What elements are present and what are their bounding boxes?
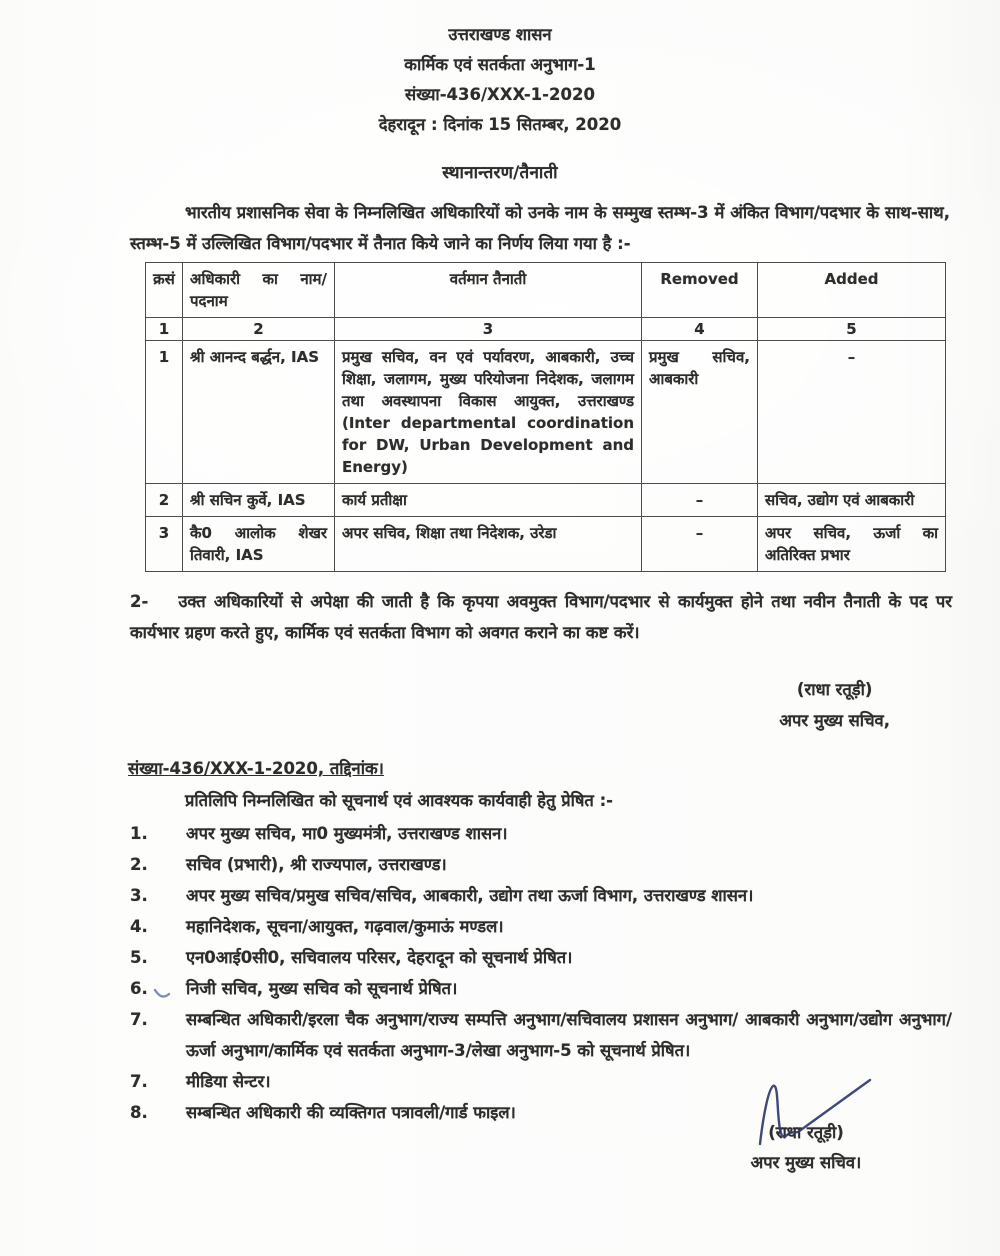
- table-row: [146, 484, 946, 517]
- signatory-name: (राधा रतूड़ी): [796, 680, 873, 699]
- item-number: 7.: [130, 1072, 148, 1091]
- order-number: संख्या-436/XXX-1-2020: [405, 85, 595, 104]
- cell-removed: –: [642, 484, 758, 517]
- item-text: सचिव (प्रभारी), श्री राज्यपाल, उत्तराखण्ड।: [186, 855, 447, 874]
- item-number: 6.: [130, 979, 148, 998]
- item-text: निजी सचिव, मुख्य सचिव को सूचनार्थ प्रेषित।: [186, 979, 458, 998]
- cell-removed: प्रमुख सचिव, आबकारी: [642, 341, 758, 484]
- cell-serial: 2: [146, 484, 183, 517]
- item-text: महानिदेशक, सूचना/आयुक्त, गढ़वाल/कुमाऊं मण्डल।: [186, 917, 504, 936]
- header-removed: Removed: [642, 263, 758, 318]
- cell-officer-name: श्री सचिन कुर्वे, IAS: [183, 484, 335, 517]
- place-date-line: देहरादून : दिनांक 15 सितम्बर, 2020: [378, 115, 622, 134]
- transfer-table: [145, 262, 946, 572]
- signatory-title: अपर मुख्य सचिव,: [779, 711, 890, 730]
- column-number-row: [146, 318, 946, 341]
- item-number: 3.: [130, 886, 148, 905]
- cell-serial: 3: [146, 517, 183, 572]
- cell-officer-name: कै0 आलोक शेखर तिवारी, IAS: [183, 517, 335, 572]
- signatory-name: (राधा रतूड़ी): [768, 1123, 844, 1142]
- item-text: सम्बन्धित अधिकारी की व्यक्तिगत पत्रावली/गार्ड फाइल।: [186, 1103, 516, 1122]
- government-name: उत्तराखण्ड शासन: [448, 25, 552, 44]
- table-header-row: [146, 263, 946, 318]
- header-current-posting: वर्तमान तैनाती: [335, 263, 642, 318]
- endorsement-number-line: संख्या-436/XXX-1-2020, तद्दिनांक।: [128, 759, 384, 778]
- item-number: 4.: [130, 917, 148, 936]
- item-text: एन0आई0सी0, सचिवालय परिसर, देहरादून को सूचनार्थ प्रेषित।: [186, 948, 573, 967]
- cell-serial: 1: [146, 341, 183, 484]
- cell-added: अपर सचिव, ऊर्जा का अतिरिक्त प्रभार: [758, 517, 946, 572]
- item-text: सम्बन्धित अधिकारी/इरला चैक अनुभाग/राज्य सम्पत्ति अनुभाग/सचिवालय प्रशासन अनुभाग/ आबकारी अनुभाग/उद्योग अनुभाग/ऊर्जा अनुभाग/कार्मिक एवं सतर्कता अनुभाग-3/लेखा अनुभाग-5 को सूचनार्थ प्रेषित।: [186, 1010, 952, 1060]
- letterhead: [0, 0, 1000, 140]
- signatory-title: अपर मुख्य सचिव।: [750, 1153, 862, 1172]
- list-item: [130, 818, 952, 849]
- col-number-2: 2: [183, 318, 335, 341]
- intro-paragraph: भारतीय प्रशासनिक सेवा के निम्नलिखित अधिकारियों को उनके नाम के सम्मुख स्तम्भ-3 में अंकित विभाग/पदभार के साथ-साथ, स्तम्भ-5 में उल्लिखित विभाग/पदभार में तैनात किये जाने का निर्णय लिया गया है :-: [130, 203, 950, 253]
- signature-ink-icon: [738, 1070, 898, 1156]
- item-number: 7.: [130, 1010, 148, 1029]
- col-number-1: 1: [146, 318, 183, 341]
- cell-added: –: [758, 341, 946, 484]
- signature-block-2: [676, 1072, 936, 1178]
- cell-current-posting: कार्य प्रतीक्षा: [335, 484, 642, 517]
- copy-distribution-line: प्रतिलिपि निम्नलिखित को सूचनार्थ एवं आवश्यक कार्यवाही हेतु प्रेषित :-: [185, 791, 614, 810]
- header-serial: क्रसं: [146, 263, 183, 318]
- item-number: 5.: [130, 948, 148, 967]
- para-2: [130, 586, 952, 648]
- table-row: [146, 341, 946, 484]
- item-text: मीडिया सेन्टर।: [186, 1072, 271, 1091]
- col-number-5: 5: [758, 318, 946, 341]
- header-officer-name: अधिकारी का नाम/ पदनाम: [183, 263, 335, 318]
- department-section: कार्मिक एवं सतर्कता अनुभाग-1: [404, 55, 596, 74]
- header-added: Added: [758, 263, 946, 318]
- list-item: [130, 911, 952, 942]
- table-row: [146, 517, 946, 572]
- signature-block-1: [0, 674, 890, 736]
- item-text: अपर मुख्य सचिव, मा0 मुख्यमंत्री, उत्तराखण्ड शासन।: [186, 824, 508, 843]
- item-number: 2.: [130, 855, 148, 874]
- col-number-3: 3: [335, 318, 642, 341]
- cell-added: सचिव, उद्योग एवं आबकारी: [758, 484, 946, 517]
- list-item: [130, 849, 952, 880]
- subject-title: स्थानान्तरण/तैनाती: [442, 163, 558, 183]
- item-number: 1.: [130, 824, 148, 843]
- para-2-text: उक्त अधिकारियों से अपेक्षा की जाती है कि कृपया अवमुक्त विभाग/पदभार से कार्यमुक्त होने तथा नवीन तैनाती के पद पर कार्यभार ग्रहण करते हुए, कार्मिक एवं सतर्कता विभाग को अवगत कराने का कष्ट करें।: [130, 592, 952, 642]
- para-2-number: 2-: [130, 592, 149, 611]
- col-number-4: 4: [642, 318, 758, 341]
- list-item: [130, 880, 952, 911]
- cell-current-posting: अपर सचिव, शिक्षा तथा निदेशक, उरेडा: [335, 517, 642, 572]
- list-item: [130, 942, 952, 973]
- cell-current-posting: प्रमुख सचिव, वन एवं पर्यावरण, आबकारी, उच्च शिक्षा, जलागम, मुख्य परियोजना निदेशक, जलागम तथा अवस्थापना विकास आयुक्त, उत्तराखण्ड (Inter departmental coordination for DW, Urban Development and Energy): [335, 341, 642, 484]
- cell-officer-name: श्री आनन्द बर्द्धन, IAS: [183, 341, 335, 484]
- list-item: [130, 973, 952, 1004]
- item-text: अपर मुख्य सचिव/प्रमुख सचिव/सचिव, आबकारी, उद्योग तथा ऊर्जा विभाग, उत्तराखण्ड शासन।: [186, 886, 754, 905]
- cell-removed: –: [642, 517, 758, 572]
- item-number: 8.: [130, 1103, 148, 1122]
- list-item: [130, 1004, 952, 1066]
- check-mark-icon: [152, 982, 174, 998]
